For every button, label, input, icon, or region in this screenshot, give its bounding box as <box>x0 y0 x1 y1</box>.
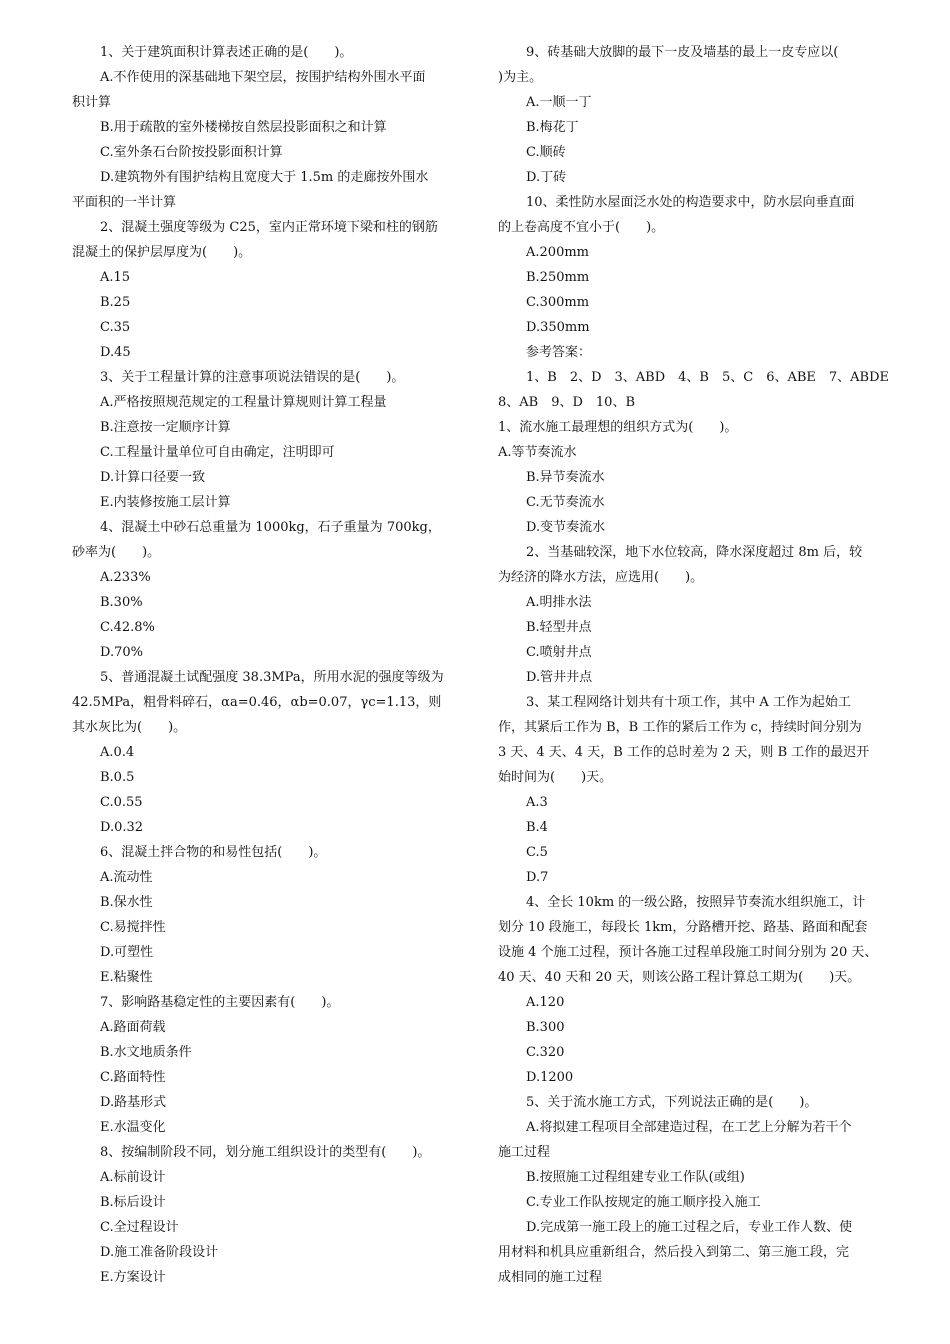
text-line: B.250mm <box>526 270 590 285</box>
text-line: A.标前设计 <box>100 1170 166 1185</box>
text-line: B.300 <box>526 1020 565 1035</box>
text-line: B.标后设计 <box>100 1195 166 1210</box>
text-line: C.全过程设计 <box>100 1220 179 1235</box>
text-line: C.35 <box>100 320 131 335</box>
text-line: A.120 <box>526 995 565 1010</box>
text-line: E.粘聚性 <box>100 970 153 985</box>
text-line: B.4 <box>526 820 548 835</box>
text-line: D.完成第一施工段上的施工过程之后，专业工作人数、使 <box>526 1220 853 1235</box>
text-line: A.一顺一丁 <box>526 95 592 110</box>
text-line: C.300mm <box>526 295 590 310</box>
text-line: A.流动性 <box>100 870 153 885</box>
text-line: C.无节奏流水 <box>526 495 605 510</box>
text-line: B.轻型井点 <box>526 620 592 635</box>
text-line: C.42.8% <box>100 620 155 635</box>
text-line: C.室外条石台阶按投影面积计算 <box>100 145 283 160</box>
text-line: D.可塑性 <box>100 945 154 960</box>
text-line: E.内装修按施工层计算 <box>100 495 231 510</box>
text-line: A.等节奏流水 <box>498 445 577 460</box>
text-line: D.45 <box>100 345 131 360</box>
text-line: 积计算 <box>72 95 112 110</box>
text-line: D.路基形式 <box>100 1095 167 1110</box>
text-line: C.0.55 <box>100 795 143 810</box>
text-line: 3 天、4 天、4 天，B 工作的总时差为 2 天，则 B 工作的最迟开 <box>498 745 870 760</box>
left-column <box>72 40 472 1290</box>
text-line: 5、普通混凝土试配强度 38.3MPa，所用水泥的强度等级为 <box>100 670 444 685</box>
text-line: D.7 <box>526 870 549 885</box>
text-line: 作，其紧后工作为 B，B 工作的紧后工作为 c，持续时间分别为 <box>498 720 862 735</box>
text-line: 的上卷高度不宜小于( )。 <box>498 220 665 235</box>
text-line: 混凝土的保护层厚度为( )。 <box>72 245 252 260</box>
text-line: C.5 <box>526 845 548 860</box>
text-line: D.变节奏流水 <box>526 520 606 535</box>
text-line: A.0.4 <box>100 745 135 760</box>
text-line: C.专业工作队按规定的施工顺序投入施工 <box>526 1195 761 1210</box>
text-line: 6、混凝土拌合物的和易性包括( )。 <box>100 845 327 860</box>
text-line: 始时间为( )天。 <box>498 770 613 785</box>
text-line: 4、混凝土中砂石总重量为 1000kg，石子重量为 700kg， <box>100 520 441 535</box>
text-line: 9、砖基础大放脚的最下一皮及墙基的最上一皮专应以( <box>526 45 839 60</box>
text-line: C.路面特性 <box>100 1070 166 1085</box>
text-line: 40 天、40 天和 20 天，则该公路工程计算总工期为( )天。 <box>498 970 861 985</box>
text-line: A.不作使用的深基础地下架空层，按围护结构外围水平面 <box>100 70 426 85</box>
text-line: A.3 <box>526 795 548 810</box>
text-line: A.233% <box>100 570 151 585</box>
text-line: B.梅花丁 <box>526 120 579 135</box>
text-line: B.注意按一定顺序计算 <box>100 420 231 435</box>
text-line: B.30% <box>100 595 143 610</box>
text-line: B.异节奏流水 <box>526 470 605 485</box>
text-line: E.方案设计 <box>100 1270 166 1285</box>
right-column <box>498 40 898 1290</box>
text-line: 3、某工程网络计划共有十项工作，其中 A 工作为起始工 <box>526 695 851 710</box>
text-line: D.1200 <box>526 1070 574 1085</box>
text-line: 参考答案： <box>526 345 592 360</box>
text-line: 5、关于流水施工方式，下列说法正确的是( )。 <box>526 1095 818 1110</box>
text-line: B.25 <box>100 295 131 310</box>
text-line: 42.5MPa，粗骨料碎石，αa=0.46，αb=0.07，γc=1.13，则 <box>72 695 442 710</box>
text-line: A.15 <box>100 270 131 285</box>
text-line: 4、全长 10km 的一级公路，按照异节奏流水组织施工，计 <box>526 895 866 910</box>
text-line: 用材料和机具应重新组合，然后投入到第二、第三施工段，完 <box>498 1245 850 1260</box>
text-line: B.0.5 <box>100 770 135 785</box>
text-line: 砂率为( )。 <box>72 545 161 560</box>
text-line: B.保水性 <box>100 895 153 910</box>
text-line: 8、AB 9、D 10、B <box>498 395 636 410</box>
text-line: 成相同的施工过程 <box>498 1270 603 1285</box>
text-line: A.将拟建工程项目全部建造过程，在工艺上分解为若干个 <box>526 1120 852 1135</box>
text-line: B.用于疏散的室外楼梯按自然层投影面积之和计算 <box>100 120 387 135</box>
text-line: 1、流水施工最理想的组织方式为( )。 <box>498 420 738 435</box>
text-line: 划分 10 段施工，每段长 1km，分路槽开挖、路基、路面和配套 <box>498 920 868 935</box>
text-line: 平面积的一半计算 <box>72 195 177 210</box>
text-line: B.按照施工过程组建专业工作队(或组) <box>526 1170 745 1185</box>
text-line: C.顺砖 <box>526 145 566 160</box>
text-line: D.0.32 <box>100 820 144 835</box>
text-line: 设施 4 个施工过程，预计各施工过程单段施工时间分别为 20 天、 <box>498 945 878 960</box>
text-line: D.70% <box>100 645 143 660</box>
text-line: C.易搅拌性 <box>100 920 166 935</box>
text-line: 其水灰比为( )。 <box>72 720 187 735</box>
text-line: 8、按编制阶段不同，划分施工组织设计的类型有( )。 <box>100 1145 431 1160</box>
text-line: C.喷射井点 <box>526 645 592 660</box>
text-line: D.建筑物外有围护结构且宽度大于 1.5m 的走廊按外围水 <box>100 170 429 185</box>
text-line: D.计算口径要一致 <box>100 470 206 485</box>
text-line: E.水温变化 <box>100 1120 166 1135</box>
text-line: A.严格按照规范规定的工程量计算规则计算工程量 <box>100 395 387 410</box>
text-line: A.明排水法 <box>526 595 592 610</box>
text-line: D.350mm <box>526 320 590 335</box>
text-line: 2、混凝土强度等级为 C25，室内正常环境下梁和柱的钢筋 <box>100 220 438 235</box>
text-line: A.200mm <box>526 245 589 260</box>
text-line: D.丁砖 <box>526 170 567 185</box>
text-line: 1、B 2、D 3、ABD 4、B 5、C 6、ABE 7、ABDE <box>526 370 890 385</box>
text-line: 3、关于工程量计算的注意事项说法错误的是( )。 <box>100 370 405 385</box>
text-line: A.路面荷载 <box>100 1020 166 1035</box>
text-line: 10、柔性防水屋面泛水处的构造要求中，防水层向垂直面 <box>526 195 855 210</box>
text-line: 1、关于建筑面积计算表述正确的是( )。 <box>100 45 353 60</box>
text-line: 7、影响路基稳定性的主要因素有( )。 <box>100 995 340 1010</box>
text-line: D.施工准备阶段设计 <box>100 1245 219 1260</box>
text-line: D.管井井点 <box>526 670 593 685</box>
text-line: C.320 <box>526 1045 565 1060</box>
text-line: C.工程量计量单位可自由确定，注明即可 <box>100 445 335 460</box>
text-line: 为经济的降水方法，应选用( )。 <box>498 570 704 585</box>
text-line: B.水文地质条件 <box>100 1045 192 1060</box>
text-line: 施工过程 <box>498 1145 551 1160</box>
text-line: 2、当基础较深，地下水位较高，降水深度超过 8m 后，较 <box>526 545 863 560</box>
text-line: )为主。 <box>498 70 543 85</box>
